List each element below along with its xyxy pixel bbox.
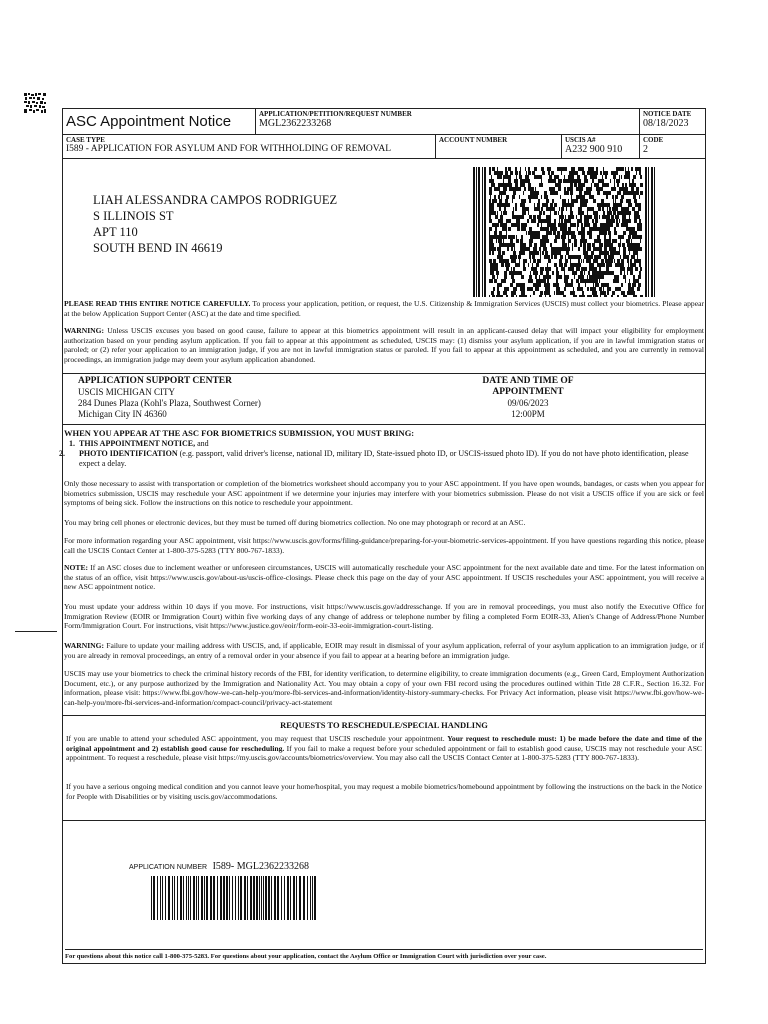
devices-paragraph: You may bring cell phones or electronic devices, but they must be turned off during biometrics collection. No one may photograph or record at an ASC. bbox=[64, 518, 526, 527]
header-row-1 bbox=[63, 109, 705, 135]
appointment-heading: DATE AND TIME OF APPOINTMENT bbox=[482, 376, 574, 397]
application-number-value: I589- MGL2362233268 bbox=[212, 861, 309, 872]
reschedule-heading: REQUESTS TO RESCHEDULE/SPECIAL HANDLING bbox=[280, 720, 488, 730]
note-paragraph bbox=[64, 563, 704, 592]
linear-barcode bbox=[151, 876, 316, 920]
pdf417-barcode bbox=[473, 167, 657, 297]
account-number-label: ACCOUNT NUMBER bbox=[439, 136, 508, 144]
warning-text: Unless USCIS excuses you based on good cause, failure to appear at this biometrics appointment will result in an applicant-caused delay that will impact your eligibility for employment authorization based on your pending asylum application. If you fail to appear at this appointment as scheduled, USCIS may: (1) dismiss your asylum application, if you are in lawful immigration status or paroled; or (2) refer your application to an immigration judge, if you are not in lawful immigration status or paroled. If you fail to appear at this appointment as scheduled, and you are currently in removal proceedings, an immigration judge may deem your asylum application abandoned. bbox=[64, 326, 704, 364]
reschedule-paragraph: If you are unable to attend your scheduled ASC appointment, you may request that USCIS reschedule your appointment. Your request to reschedule must: 1) be made before the date and time of the original appointment and 2) establish good cause for rescheduling. If you fail to make a request before your scheduled appointment or fail to establish good cause, USCIS may not reschedule your ASC appointment. To request a reschedule, please visit https://my.uscis.gov/accounts/biometrics/overview. You may also call the USCIS Contact Center at 1-800-375-5283 (TTY 800-767-1833). bbox=[66, 734, 702, 763]
note-bold: NOTE: bbox=[64, 563, 89, 572]
address-change-paragraph: You must update your address within 10 days if you move. For instructions, visit https://www.uscis.gov/addresschange. If you are in removal proceedings, you must also notify the Executive Office for Immigration Review (EOIR or Immigration Court) within five working days of any change of address or telephone number by filing a completed Form EOIR-33, Alien's Change of Address/Phone Number Form/Immigration Court. For instructions, visit https://www.justice.gov/eoir/form-eoir-33-eoir-immigration-court-listing. bbox=[64, 602, 704, 631]
recipient-city: SOUTH BEND IN 46619 bbox=[93, 241, 223, 255]
biometrics-use-paragraph: USCIS may use your biometrics to check the criminal history records of the FBI, for identity verification, to determine eligibility, to create immigration documents (e.g., Green Card, Employment Authorization Document, etc.), or any purpose authorized by the Immigration and Nationality Act. You may obtain a copy of your own FBI record using the procedures outlined within Title 28 C.F.R., Section 16.32. For information, please visit: https://www.fbi.gov/how-we-can-help-you/more-fbi-services-and-information/identity-history-summary-checks. For Privacy Act information, please visit https://www.fbi.gov/how-we-can-help-you/more-fbi-services-and-information/compact-council/privacy-act-statement bbox=[64, 669, 704, 707]
warning-2-paragraph bbox=[64, 641, 704, 660]
bring-item-1: 1. THIS APPOINTMENT NOTICE, and bbox=[69, 439, 209, 448]
application-number-block bbox=[129, 861, 309, 872]
asc-city: Michigan City IN 46360 bbox=[78, 409, 167, 419]
asc-street: 284 Dunes Plaza (Kohl's Plaza, Southwest Corner) bbox=[78, 398, 261, 408]
app-number-label: APPLICATION/PETITION/REQUEST NUMBER bbox=[259, 110, 412, 118]
notice-date-label: NOTICE DATE bbox=[643, 110, 692, 118]
code-label: CODE bbox=[643, 136, 664, 144]
warning-paragraph bbox=[64, 326, 704, 364]
recipient-street: S ILLINOIS ST bbox=[93, 209, 174, 223]
warning-2-text: Failure to update your mailing address with USCIS, and, if applicable, EOIR may result in dismissal of your asylum application, referral of your asylum application to an immigration judge, or if you are already in removal proceedings, an entry of a removal order in your absence if you fail to appear at a hearing before an immigration judge. bbox=[64, 641, 704, 660]
homebound-paragraph: If you have a serious ongoing medical condition and you cannot leave your home/hospital, you may request a mobile biometrics/homebound appointment by following the instructions on the back in the Notice for People with Disabilities or by visiting uscis.gov/accommodations. bbox=[66, 782, 702, 801]
uscis-a-number: A232 900 910 bbox=[565, 144, 623, 155]
reschedule-box bbox=[63, 715, 705, 821]
header-row-2 bbox=[63, 135, 705, 159]
warning-2-bold: WARNING: bbox=[64, 641, 105, 650]
warning-bold: WARNING: bbox=[64, 326, 105, 335]
uscis-a-label: USCIS A# bbox=[565, 136, 596, 144]
margin-mark bbox=[15, 631, 57, 632]
more-info-paragraph: For more information regarding your ASC appointment, visit https://www.uscis.gov/forms/filing-guidance/preparing-for-your-biometric-services-appointment. If you have questions regarding this notice, please call the USCIS Contact Center at 1-800-375-5283 (TTY 800-767-1833). bbox=[64, 536, 704, 555]
application-number-label: APPLICATION NUMBER bbox=[129, 864, 208, 871]
footer-note: For questions about this notice call 1-800-375-5283. For questions about your application, contact the Asylum Office or Immigration Court with jurisdiction over your case. bbox=[65, 949, 703, 960]
recipient-name: LIAH ALESSANDRA CAMPOS RODRIGUEZ bbox=[93, 193, 338, 207]
appointment-date: 09/06/2023 bbox=[507, 398, 549, 408]
asc-name: USCIS MICHIGAN CITY bbox=[78, 387, 176, 397]
companions-paragraph: Only those necessary to assist with transportation or completion of the biometrics worksheet should accompany you to your ASC appointment. If you have open wounds, bandages, or casts when you appear for biometrics submission, USCIS may reschedule your ASC appointment if we determine your injuries may interfere with your biometrics submission. Please do not visit a USCIS office if you are sick or feel symptoms of being sick. Follow the instructions on this notice to reschedule your appointment. bbox=[64, 479, 704, 508]
recipient-address bbox=[93, 192, 337, 256]
app-number: MGL2362233268 bbox=[259, 118, 332, 129]
bring-heading: WHEN YOU APPEAR AT THE ASC FOR BIOMETRICS SUBMISSION, YOU MUST BRING: bbox=[64, 428, 415, 438]
bring-item-2: 2. PHOTO IDENTIFICATION (e.g. passport, valid driver's license, national ID, military ID, State-issued photo ID, or USCIS-issued photo ID). If you do not have photo identification, please expect a delay. bbox=[59, 449, 689, 468]
read-notice-bold: PLEASE READ THIS ENTIRE NOTICE CAREFULLY. bbox=[64, 299, 251, 308]
case-type-label: CASE TYPE bbox=[66, 136, 105, 144]
note-text: If an ASC closes due to inclement weather or unforeseen circumstances, USCIS will automatically reschedule your ASC appointment for the next available date and time. For the latest information on the status of an office, visit https://www.uscis.gov/about-us/uscis-office-closings. Please check this page on the day of your ASC appointment. If USCIS reschedules your ASC appointment, you will receive a new ASC appointment notice. bbox=[64, 563, 704, 592]
notice-page bbox=[59, 108, 706, 964]
case-type: I589 - APPLICATION FOR ASYLUM AND FOR WITHHOLDING OF REMOVAL bbox=[66, 144, 392, 154]
recipient-apt: APT 110 bbox=[93, 225, 138, 239]
appointment-time: 12:00PM bbox=[511, 409, 545, 419]
asc-box bbox=[63, 373, 705, 425]
corner-2d-barcode bbox=[24, 93, 46, 113]
read-notice-text: To process your application, petition, or request, the U.S. Citizenship & Immigration Services (USCIS) must collect your biometrics. Please appear at the below Application Support Center (ASC) at the date and time specified. bbox=[64, 299, 704, 318]
notice-date: 08/18/2023 bbox=[643, 118, 689, 129]
notice-title: ASC Appointment Notice bbox=[66, 113, 232, 130]
asc-heading: APPLICATION SUPPORT CENTER bbox=[78, 376, 232, 386]
bring-list bbox=[59, 439, 689, 469]
read-notice-paragraph bbox=[64, 299, 704, 318]
code-value: 2 bbox=[643, 144, 648, 155]
